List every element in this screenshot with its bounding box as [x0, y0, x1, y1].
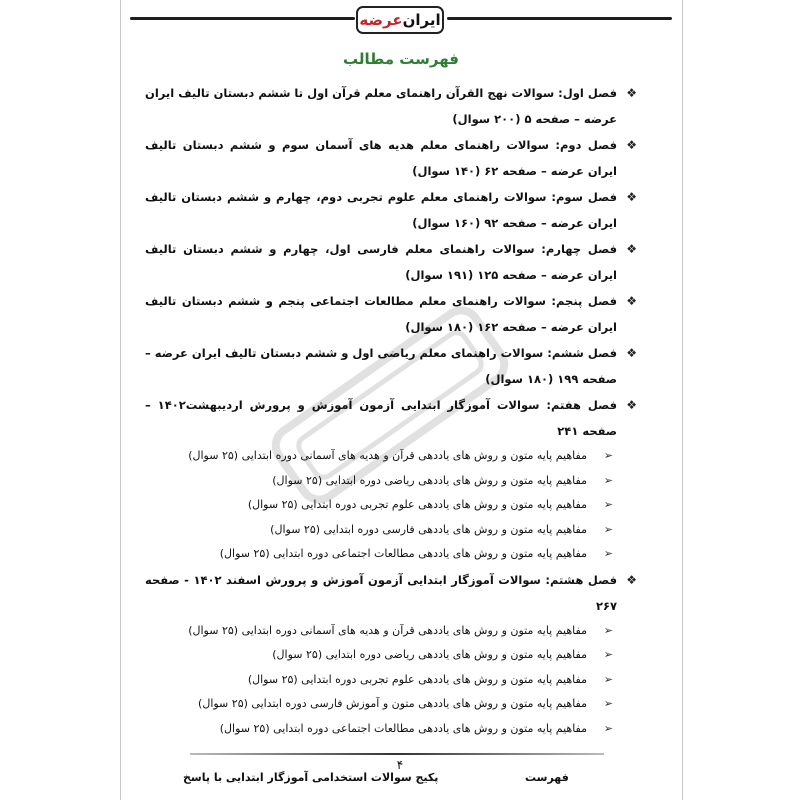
header-rule-right [447, 17, 672, 20]
logo-part1: ایران [402, 11, 441, 29]
subsection-item [145, 542, 637, 567]
footer-section-label: فهرست [525, 771, 569, 784]
chapter-title: فصل هشتم: سوالات آموزگار ابتدایی آزمون آموزش و پرورش اسفند ۱۴۰۲ - صفحه ۲۶۷ [145, 572, 617, 613]
page-title: فهرست مطالب [343, 50, 459, 68]
toc-chapter [145, 184, 637, 236]
diamond-bullet-icon: ❖ [626, 242, 637, 256]
arrow-bullet-icon: ➢ [603, 721, 613, 735]
toc-chapter [145, 236, 637, 288]
logo-part2: عرضه [359, 11, 403, 29]
subsection-list [145, 444, 637, 567]
toc-chapter [145, 132, 637, 184]
chapter-title: فصل هفتم: سوالات آموزگار ابتدایی آزمون آموزش و پرورش اردیبهشت۱۴۰۲ – صفحه ۲۴۱ [145, 398, 617, 438]
toc-chapter [145, 288, 637, 340]
iran-arze-logo [356, 6, 444, 34]
subsection-title: مفاهیم پایه متون و روش های یاددهی فارسی دوره ابتدایی (۲۵ سوال) [270, 522, 587, 536]
subsection-item [145, 444, 637, 469]
footer-book-title: پکیج سوالات استخدامی آموزگار ابتدایی با پاسخ [183, 771, 439, 784]
subsection-title: مفاهیم پایه متون و روش های یاددهی قرآن و هدیه های آسمانی دوره ابتدایی (۲۵ سوال) [188, 449, 587, 462]
diamond-bullet-icon: ❖ [626, 138, 637, 152]
subsection-item [145, 518, 637, 543]
diamond-bullet-icon: ❖ [626, 294, 637, 308]
footer-rule [190, 753, 604, 755]
toc-chapter [145, 567, 637, 619]
subsection-title: مفاهیم پایه متون و روش های یاددهی علوم تجربی دوره ابتدایی (۲۵ سوال) [247, 498, 587, 511]
arrow-bullet-icon: ➢ [603, 672, 613, 686]
chapter-title: فصل اول: سوالات نهج القرآن راهنمای معلم قرآن اول تا ششم دبستان تالیف ایران عرضه – صفحه ۵ (۲۰۰ سوال) [145, 86, 617, 126]
subsection-title: مفاهیم پایه متون و روش های یاددهی قرآن و هدیه های آسمانی دوره ابتدایی (۲۵ سوال) [188, 623, 587, 637]
toc-chapter [145, 392, 637, 444]
toc-chapter [145, 340, 637, 392]
subsection-item [145, 717, 637, 742]
toc-chapter [145, 80, 637, 132]
arrow-bullet-icon: ➢ [603, 498, 613, 511]
chapter-title: فصل سوم: سوالات راهنمای معلم علوم تجربی دوم، چهارم و ششم دبستان تالیف ایران عرضه – صفحه ۹۲ (۱۶۰ سوال) [145, 190, 617, 230]
diamond-bullet-icon: ❖ [626, 572, 637, 587]
arrow-bullet-icon: ➢ [603, 623, 613, 637]
page-border-left [120, 0, 121, 800]
subsection-title: مفاهیم پایه متون و روش های یاددهی مطالعات اجتماعی دوره ابتدایی (۲۵ سوال) [219, 721, 587, 735]
subsection-item [145, 692, 637, 717]
chapter-title: فصل پنجم: سوالات راهنمای معلم مطالعات اجتماعی پنجم و ششم دبستان تالیف ایران عرضه – صفحه ۱۶۲ (۱۸۰ سوال) [145, 294, 617, 334]
table-of-contents [145, 80, 637, 741]
diamond-bullet-icon: ❖ [626, 86, 637, 100]
diamond-bullet-icon: ❖ [626, 398, 637, 412]
subsection-item [145, 619, 637, 644]
arrow-bullet-icon: ➢ [603, 449, 613, 462]
arrow-bullet-icon: ➢ [603, 547, 613, 560]
chapter-title: فصل ششم: سوالات راهنمای معلم ریاضی اول و ششم دبستان تالیف ایران عرضه – صفحه ۱۹۹ (۱۸۰ سوال) [145, 346, 617, 386]
arrow-bullet-icon: ➢ [603, 648, 613, 661]
arrow-bullet-icon: ➢ [603, 473, 613, 487]
subsection-item [145, 469, 637, 494]
arrow-bullet-icon: ➢ [603, 522, 613, 536]
subsection-title: مفاهیم پایه متون و روش های یاددهی ریاضی دوره ابتدایی (۲۵ سوال) [272, 473, 587, 487]
page-number: ۴ [396, 758, 404, 772]
chapter-title: فصل چهارم: سوالات راهنمای معلم فارسی اول، چهارم و ششم دبستان تالیف ایران عرضه – صفحه ۱۲۵ (۱۹۱ سوال) [145, 242, 617, 282]
arrow-bullet-icon: ➢ [603, 697, 613, 710]
subsection-title: مفاهیم پایه متون و روش های یاددهی ریاضی دوره ابتدایی (۲۵ سوال) [272, 648, 587, 661]
subsection-item [145, 493, 637, 518]
header-rule-left [130, 17, 355, 20]
page-border-right [682, 0, 683, 800]
diamond-bullet-icon: ❖ [626, 190, 637, 204]
subsection-title: مفاهیم پایه متون و روش های یاددهی متون و آموزش فارسی دوره ابتدایی (۲۵ سوال) [198, 697, 587, 710]
diamond-bullet-icon: ❖ [626, 346, 637, 360]
chapter-title: فصل دوم: سوالات راهنمای معلم هدیه های آسمان سوم و ششم دبستان تالیف ایران عرضه – صفحه ۶۲ (۱۴۰ سوال) [145, 138, 617, 178]
subsection-list [145, 619, 637, 742]
subsection-title: مفاهیم پایه متون و روش های یاددهی علوم تجربی دوره ابتدایی (۲۵ سوال) [247, 672, 587, 686]
subsection-title: مفاهیم پایه متون و روش های یاددهی مطالعات اجتماعی دوره ابتدایی (۲۵ سوال) [219, 547, 587, 560]
subsection-item [145, 668, 637, 693]
subsection-item [145, 643, 637, 668]
